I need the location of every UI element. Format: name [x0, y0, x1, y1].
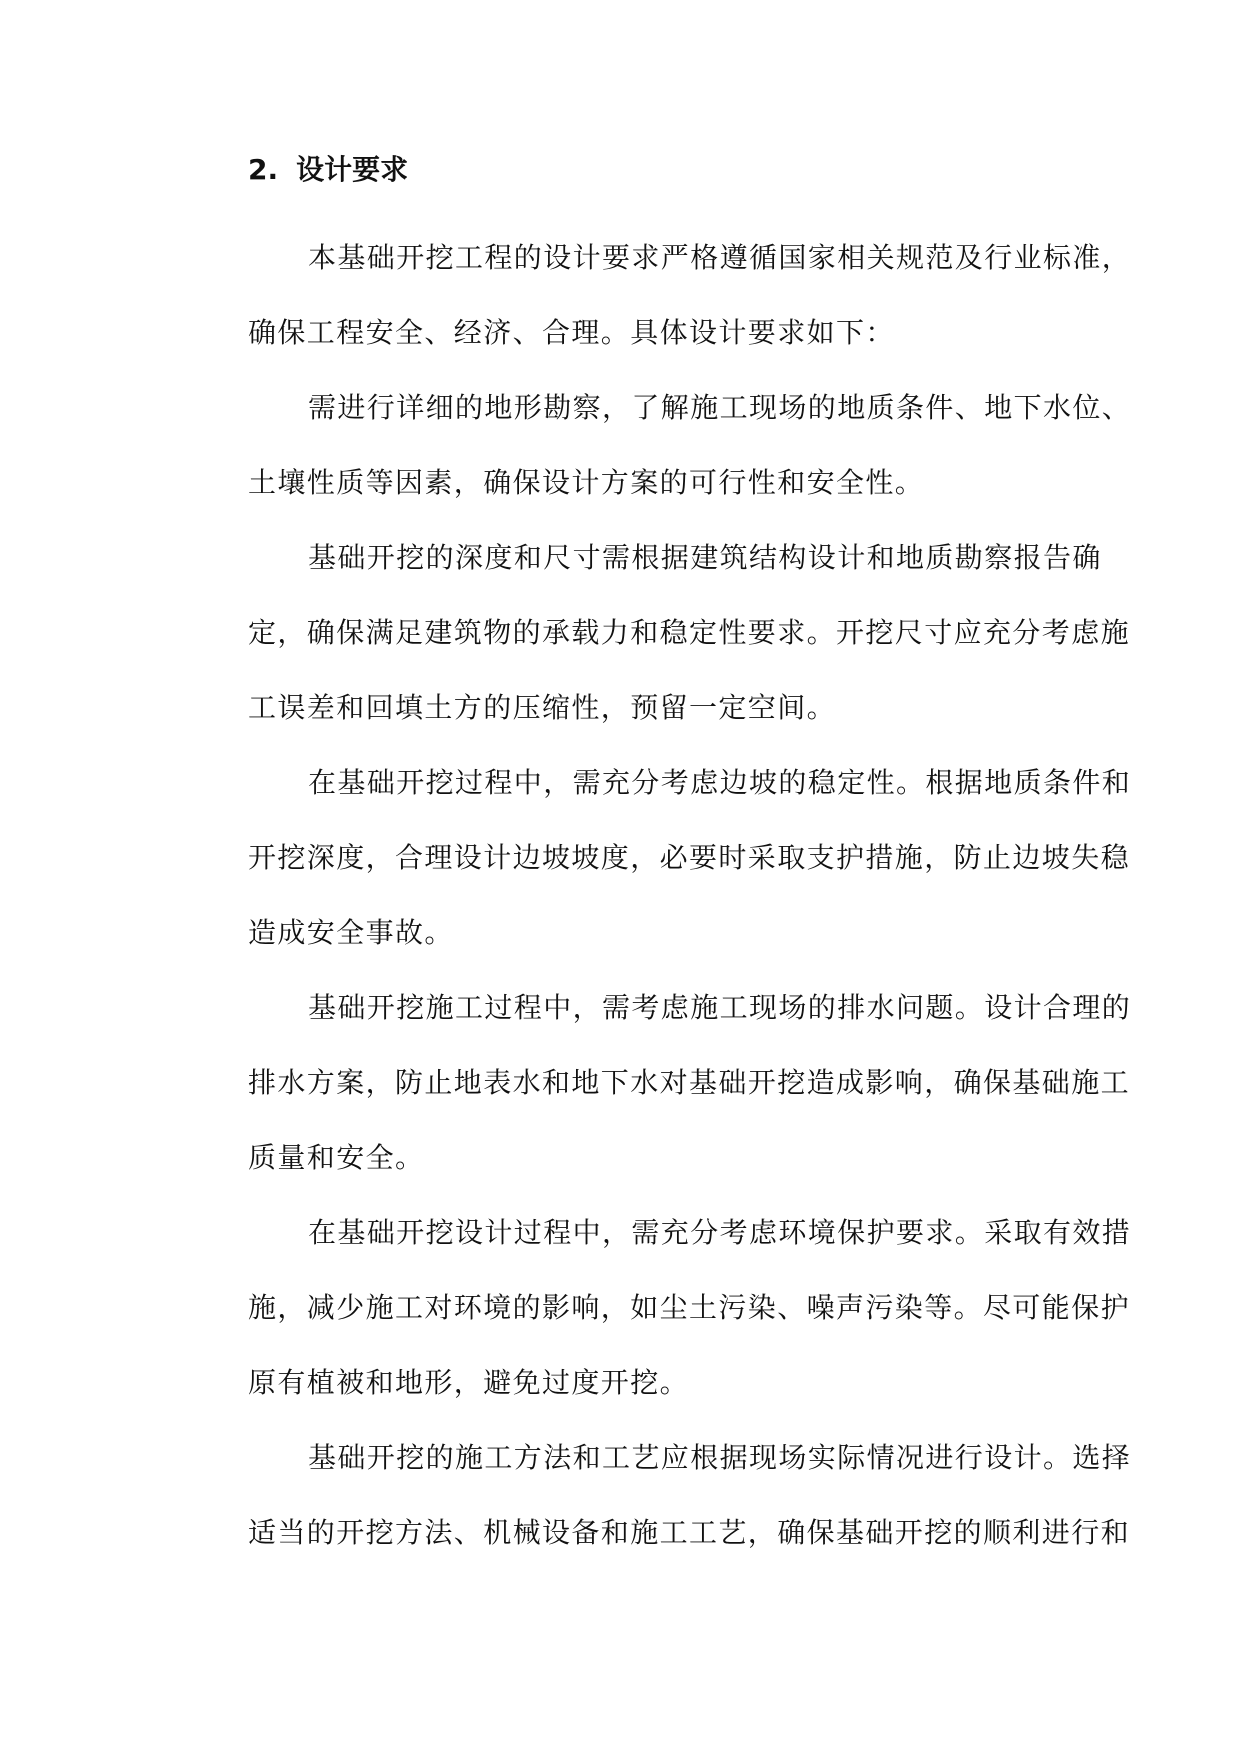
paragraph-line: 基础开挖的施工方法和工艺应根据现场实际情况进行设计。选择 [308, 1441, 1132, 1474]
paragraph-line: 排水方案，防止地表水和地下水对基础开挖造成影响，确保基础施工 [248, 1066, 1131, 1099]
section-title: 设计要求 [296, 153, 409, 186]
paragraph-line: 本基础开挖工程的设计要求严格遵循国家相关规范及行业标准， [308, 241, 1132, 274]
paragraph-line: 基础开挖施工过程中，需考虑施工现场的排水问题。设计合理的 [308, 991, 1132, 1024]
paragraph-line: 原有植被和地形，避免过度开挖。 [248, 1366, 690, 1399]
paragraph [188, 1195, 1132, 1420]
paragraph-line: 质量和安全。 [248, 1141, 425, 1174]
paragraph-line: 造成安全事故。 [248, 916, 454, 949]
paragraph [188, 220, 1132, 370]
paragraph-line: 基础开挖的深度和尺寸需根据建筑结构设计和地质勘察报告确 [308, 541, 1102, 574]
paragraph-line: 需进行详细的地形勘察，了解施工现场的地质条件、地下水位、 [308, 391, 1132, 424]
paragraph-line: 确保工程安全、经济、合理。具体设计要求如下： [248, 316, 895, 349]
paragraph [188, 370, 1132, 520]
body-text [188, 220, 1132, 1570]
paragraph [188, 970, 1132, 1195]
paragraph [188, 1420, 1132, 1570]
paragraph-line: 工误差和回填土方的压缩性，预留一定空间。 [248, 691, 837, 724]
section-heading [248, 150, 408, 190]
paragraph [188, 745, 1132, 970]
paragraph-line: 在基础开挖过程中，需充分考虑边坡的稳定性。根据地质条件和 [308, 766, 1132, 799]
paragraph [188, 520, 1131, 745]
paragraph-line: 在基础开挖设计过程中，需充分考虑环境保护要求。采取有效措 [308, 1216, 1132, 1249]
paragraph-line: 适当的开挖方法、机械设备和施工工艺，确保基础开挖的顺利进行和 [248, 1516, 1131, 1549]
paragraph-line: 开挖深度，合理设计边坡坡度，必要时采取支护措施，防止边坡失稳 [248, 841, 1131, 874]
paragraph-line: 施，减少施工对环境的影响，如尘土污染、噪声污染等。尽可能保护 [248, 1291, 1131, 1324]
section-number: 2. [248, 153, 279, 186]
paragraph-line: 土壤性质等因素，确保设计方案的可行性和安全性。 [248, 466, 925, 499]
paragraph-line: 定，确保满足建筑物的承载力和稳定性要求。开挖尺寸应充分考虑施 [248, 616, 1131, 649]
